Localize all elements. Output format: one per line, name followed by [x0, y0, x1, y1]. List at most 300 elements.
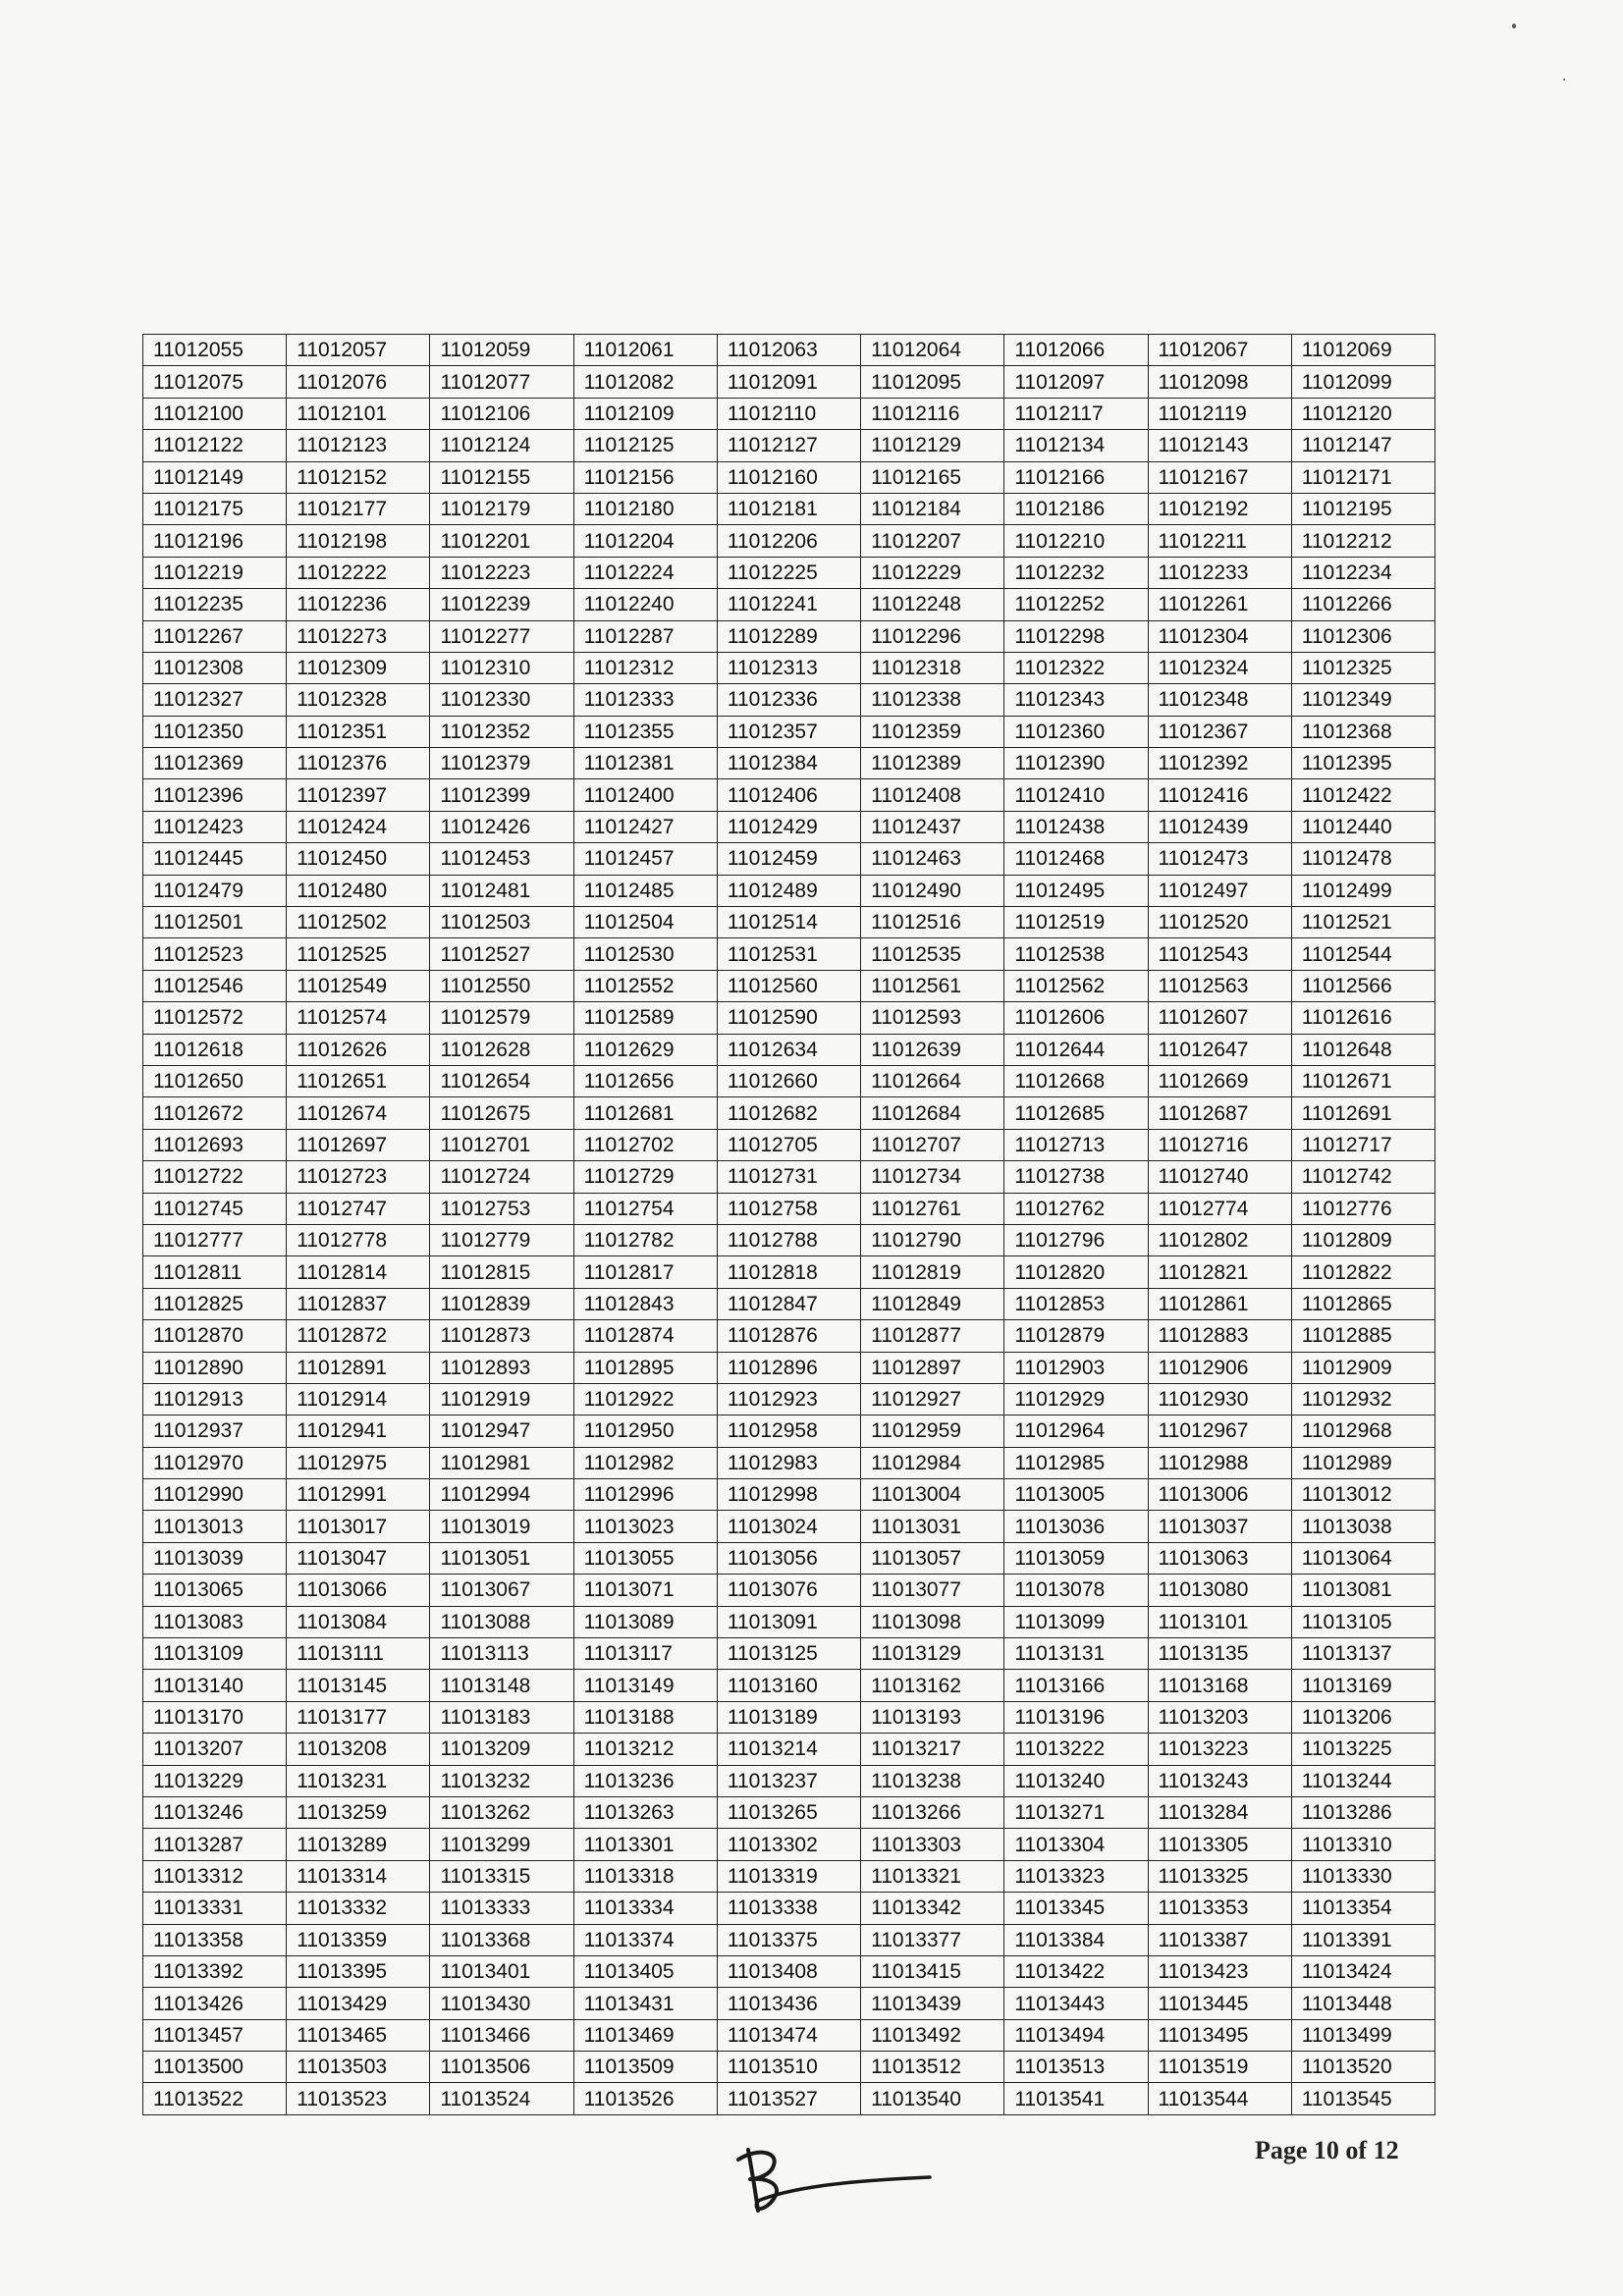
roll-number-cell: 11012650 — [143, 1065, 287, 1096]
roll-number-cell: 11012396 — [143, 779, 287, 811]
roll-number-cell: 11012119 — [1148, 398, 1291, 429]
roll-number-cell: 11012968 — [1291, 1415, 1434, 1447]
roll-number-cell: 11013207 — [143, 1734, 287, 1765]
roll-number-cell: 11013314 — [287, 1860, 430, 1892]
table-row — [143, 1193, 1435, 1224]
roll-number-cell: 11013208 — [287, 1734, 430, 1765]
roll-number-cell: 11012147 — [1291, 430, 1434, 461]
roll-number-cell: 11013342 — [861, 1893, 1004, 1924]
roll-number-cell: 11013520 — [1291, 2052, 1434, 2083]
roll-number-cell: 11012923 — [717, 1383, 860, 1415]
table-row — [143, 1542, 1435, 1574]
roll-number-cell: 11012097 — [1004, 366, 1148, 398]
roll-number-cell: 11013051 — [430, 1542, 573, 1574]
roll-number-cell: 11012722 — [143, 1161, 287, 1193]
roll-number-cell: 11013039 — [143, 1542, 287, 1574]
table-row — [143, 1320, 1435, 1352]
roll-number-cell: 11013312 — [143, 1860, 287, 1892]
roll-number-cell: 11013466 — [430, 2019, 573, 2051]
roll-number-cell: 11012234 — [1291, 557, 1434, 588]
roll-number-cell: 11013405 — [573, 1955, 717, 1987]
roll-number-cell: 11012691 — [1291, 1097, 1434, 1129]
roll-number-cell: 11012160 — [717, 461, 860, 493]
roll-number-cell: 11012761 — [861, 1193, 1004, 1224]
table-row — [143, 1256, 1435, 1288]
roll-number-cell: 11012958 — [717, 1415, 860, 1447]
roll-number-cell: 11012204 — [573, 525, 717, 557]
roll-number-cell: 11013304 — [1004, 1829, 1148, 1860]
roll-number-cell: 11012308 — [143, 652, 287, 683]
roll-number-cell: 11013012 — [1291, 1479, 1434, 1511]
table-row — [143, 1765, 1435, 1796]
roll-number-cell: 11012674 — [287, 1097, 430, 1129]
roll-number-cell: 11012618 — [143, 1034, 287, 1065]
roll-number-cell: 11012820 — [1004, 1256, 1148, 1288]
roll-number-cell: 11012837 — [287, 1288, 430, 1319]
roll-number-cell: 11012122 — [143, 430, 287, 461]
roll-number-cell: 11013506 — [430, 2052, 573, 2083]
roll-number-cell: 11013474 — [717, 2019, 860, 2051]
roll-number-cell: 11012266 — [1291, 589, 1434, 620]
roll-number-cell: 11012817 — [573, 1256, 717, 1288]
roll-number-cell: 11012796 — [1004, 1224, 1148, 1255]
roll-number-cell: 11013183 — [430, 1701, 573, 1733]
roll-number-cell: 11012560 — [717, 970, 860, 1001]
roll-number-cell: 11012754 — [573, 1193, 717, 1224]
roll-number-cell: 11012106 — [430, 398, 573, 429]
roll-number-cell: 11013099 — [1004, 1606, 1148, 1637]
roll-number-cell: 11012668 — [1004, 1065, 1148, 1096]
roll-number-cell: 11012360 — [1004, 716, 1148, 747]
roll-number-cell: 11012705 — [717, 1129, 860, 1160]
roll-number-cell: 11012527 — [430, 938, 573, 970]
roll-number-cell: 11013064 — [1291, 1542, 1434, 1574]
roll-number-cell: 11012874 — [573, 1320, 717, 1352]
roll-number-cell: 11013113 — [430, 1638, 573, 1670]
roll-number-cell: 11013170 — [143, 1701, 287, 1733]
roll-number-cell: 11012740 — [1148, 1161, 1291, 1193]
roll-number-cell: 11012590 — [717, 1002, 860, 1034]
roll-number-cell: 11013055 — [573, 1542, 717, 1574]
roll-number-cell: 11013246 — [143, 1796, 287, 1828]
roll-number-cell: 11012723 — [287, 1161, 430, 1193]
roll-number-cell: 11012802 — [1148, 1224, 1291, 1255]
roll-number-cell: 11013232 — [430, 1765, 573, 1796]
roll-number-cell: 11012927 — [861, 1383, 1004, 1415]
roll-number-cell: 11013500 — [143, 2052, 287, 2083]
roll-number-cell: 11012267 — [143, 620, 287, 652]
roll-number-cell: 11013422 — [1004, 1955, 1148, 1987]
roll-number-cell: 11013374 — [573, 1924, 717, 1955]
roll-number-cell: 11013423 — [1148, 1955, 1291, 1987]
roll-number-cell: 11012713 — [1004, 1129, 1148, 1160]
roll-number-cell: 11013303 — [861, 1829, 1004, 1860]
table-row — [143, 1829, 1435, 1860]
roll-number-cell: 11012516 — [861, 907, 1004, 938]
roll-number-cell: 11012098 — [1148, 366, 1291, 398]
roll-number-cell: 11012628 — [430, 1034, 573, 1065]
roll-number-cell: 11013333 — [430, 1893, 573, 1924]
roll-number-cell: 11012225 — [717, 557, 860, 588]
table-row — [143, 1129, 1435, 1160]
roll-number-cell: 11012734 — [861, 1161, 1004, 1193]
roll-number-cell: 11013004 — [861, 1479, 1004, 1511]
roll-number-cell: 11012514 — [717, 907, 860, 938]
roll-number-cell: 11012201 — [430, 525, 573, 557]
roll-number-cell: 11012682 — [717, 1097, 860, 1129]
roll-number-cell: 11012742 — [1291, 1161, 1434, 1193]
table-row — [143, 652, 1435, 683]
table-row — [143, 1002, 1435, 1034]
roll-number-cell: 11012355 — [573, 716, 717, 747]
scan-speck — [1563, 79, 1565, 80]
roll-number-cell: 11013522 — [143, 2083, 287, 2114]
roll-number-cell: 11012687 — [1148, 1097, 1291, 1129]
roll-number-cell: 11013492 — [861, 2019, 1004, 2051]
roll-number-cell: 11012457 — [573, 843, 717, 875]
roll-number-cell: 11012967 — [1148, 1415, 1291, 1447]
roll-number-cell: 11012485 — [573, 875, 717, 906]
roll-number-cell: 11012120 — [1291, 398, 1434, 429]
roll-number-cell: 11012306 — [1291, 620, 1434, 652]
roll-number-cell: 11012788 — [717, 1224, 860, 1255]
roll-number-cell: 11012922 — [573, 1383, 717, 1415]
roll-number-cell: 11013067 — [430, 1575, 573, 1606]
roll-number-cell: 11012885 — [1291, 1320, 1434, 1352]
table-row — [143, 2019, 1435, 2051]
roll-number-cell: 11013162 — [861, 1670, 1004, 1701]
roll-number-cell: 11012950 — [573, 1415, 717, 1447]
roll-number-cell: 11012503 — [430, 907, 573, 938]
roll-number-cell: 11013231 — [287, 1765, 430, 1796]
roll-number-cell: 11012819 — [861, 1256, 1004, 1288]
table-row — [143, 430, 1435, 461]
roll-number-cell: 11012648 — [1291, 1034, 1434, 1065]
roll-number-cell: 11013135 — [1148, 1638, 1291, 1670]
scan-speck — [1512, 24, 1516, 28]
roll-number-cell: 11012195 — [1291, 493, 1434, 524]
roll-number-cell: 11012549 — [287, 970, 430, 1001]
roll-number-cell: 11012223 — [430, 557, 573, 588]
roll-number-cell: 11012192 — [1148, 493, 1291, 524]
roll-number-cell: 11012964 — [1004, 1415, 1148, 1447]
roll-number-cell: 11013169 — [1291, 1670, 1434, 1701]
roll-number-cell: 11012664 — [861, 1065, 1004, 1096]
roll-number-cell: 11012439 — [1148, 811, 1291, 842]
roll-number-cell: 11012839 — [430, 1288, 573, 1319]
roll-number-cell: 11013017 — [287, 1511, 430, 1542]
roll-number-cell: 11012745 — [143, 1193, 287, 1224]
roll-number-cell: 11012117 — [1004, 398, 1148, 429]
roll-number-cell: 11012313 — [717, 652, 860, 683]
roll-number-cell: 11013137 — [1291, 1638, 1434, 1670]
roll-number-cell: 11012239 — [430, 589, 573, 620]
roll-number-cell: 11013391 — [1291, 1924, 1434, 1955]
roll-number-cell: 11013469 — [573, 2019, 717, 2051]
roll-number-cell: 11012504 — [573, 907, 717, 938]
roll-number-cell: 11013315 — [430, 1860, 573, 1892]
roll-number-cell: 11013166 — [1004, 1670, 1148, 1701]
roll-number-cell: 11012779 — [430, 1224, 573, 1255]
roll-number-cell: 11012731 — [717, 1161, 860, 1193]
roll-number-cell: 11012296 — [861, 620, 1004, 652]
roll-number-cell: 11012110 — [717, 398, 860, 429]
roll-number-cell: 11013445 — [1148, 1988, 1291, 2019]
roll-number-cell: 11012392 — [1148, 748, 1291, 779]
roll-number-cell: 11012843 — [573, 1288, 717, 1319]
roll-number-cell: 11012672 — [143, 1097, 287, 1129]
roll-number-cell: 11012893 — [430, 1352, 573, 1383]
roll-number-cell: 11013229 — [143, 1765, 287, 1796]
roll-number-cell: 11013063 — [1148, 1542, 1291, 1574]
roll-number-cell: 11012930 — [1148, 1383, 1291, 1415]
roll-number-cell: 11012913 — [143, 1383, 287, 1415]
roll-number-cell: 11012629 — [573, 1034, 717, 1065]
roll-number-cell: 11013377 — [861, 1924, 1004, 1955]
roll-number-cell: 11012561 — [861, 970, 1004, 1001]
roll-number-cell: 11012685 — [1004, 1097, 1148, 1129]
roll-number-cell: 11013429 — [287, 1988, 430, 2019]
roll-number-cell: 11012273 — [287, 620, 430, 652]
roll-number-cell: 11013426 — [143, 1988, 287, 2019]
roll-number-cell: 11012574 — [287, 1002, 430, 1034]
roll-number-cell: 11013013 — [143, 1511, 287, 1542]
roll-number-cell: 11012914 — [287, 1383, 430, 1415]
roll-number-cell: 11012774 — [1148, 1193, 1291, 1224]
roll-number-cell: 11012782 — [573, 1224, 717, 1255]
roll-number-cell: 11013222 — [1004, 1734, 1148, 1765]
table-row — [143, 1796, 1435, 1828]
roll-number-cell: 11012233 — [1148, 557, 1291, 588]
roll-number-cell: 11012497 — [1148, 875, 1291, 906]
roll-number-cell: 11012196 — [143, 525, 287, 557]
roll-number-cell: 11013244 — [1291, 1765, 1434, 1796]
roll-number-cell: 11013091 — [717, 1606, 860, 1637]
roll-number-cell: 11013240 — [1004, 1765, 1148, 1796]
roll-number-cell: 11012408 — [861, 779, 1004, 811]
roll-number-cell: 11012876 — [717, 1320, 860, 1352]
roll-number-cell: 11012210 — [1004, 525, 1148, 557]
roll-number-cell: 11013354 — [1291, 1893, 1434, 1924]
table-row — [143, 2083, 1435, 2114]
table-row — [143, 589, 1435, 620]
roll-number-cell: 11013301 — [573, 1829, 717, 1860]
roll-number-cell: 11012066 — [1004, 335, 1148, 366]
roll-number-cell: 11012654 — [430, 1065, 573, 1096]
roll-number-cell: 11012671 — [1291, 1065, 1434, 1096]
roll-number-cell: 11012566 — [1291, 970, 1434, 1001]
roll-number-cell: 11012367 — [1148, 716, 1291, 747]
roll-number-cell: 11012495 — [1004, 875, 1148, 906]
roll-number-cell: 11012849 — [861, 1288, 1004, 1319]
roll-number-cell: 11012538 — [1004, 938, 1148, 970]
roll-number-cell: 11013214 — [717, 1734, 860, 1765]
roll-number-cell: 11012790 — [861, 1224, 1004, 1255]
roll-number-cell: 11012390 — [1004, 748, 1148, 779]
roll-number-cell: 11012563 — [1148, 970, 1291, 1001]
roll-number-cell: 11013259 — [287, 1796, 430, 1828]
roll-number-cell: 11012815 — [430, 1256, 573, 1288]
roll-number-cell: 11012400 — [573, 779, 717, 811]
roll-number-cell: 11012067 — [1148, 335, 1291, 366]
roll-number-cell: 11012550 — [430, 970, 573, 1001]
roll-number-cell: 11013038 — [1291, 1511, 1434, 1542]
table-row — [143, 938, 1435, 970]
roll-number-cell: 11012975 — [287, 1447, 430, 1478]
roll-number-cell: 11013338 — [717, 1893, 860, 1924]
roll-number-cell: 11012099 — [1291, 366, 1434, 398]
roll-number-cell: 11012304 — [1148, 620, 1291, 652]
roll-number-cell: 11013512 — [861, 2052, 1004, 2083]
roll-number-cell: 11012310 — [430, 652, 573, 683]
roll-number-cell: 11013223 — [1148, 1734, 1291, 1765]
roll-number-cell: 11012116 — [861, 398, 1004, 429]
roll-number-cell: 11012480 — [287, 875, 430, 906]
table-row — [143, 1734, 1435, 1765]
table-row — [143, 843, 1435, 875]
roll-number-cell: 11013131 — [1004, 1638, 1148, 1670]
roll-number-cell: 11013392 — [143, 1955, 287, 1987]
roll-number-cell: 11012166 — [1004, 461, 1148, 493]
roll-number-cell: 11013284 — [1148, 1796, 1291, 1828]
roll-number-cell: 11013289 — [287, 1829, 430, 1860]
roll-number-cell: 11012125 — [573, 430, 717, 461]
roll-number-cell: 11012991 — [287, 1479, 430, 1511]
roll-number-cell: 11012890 — [143, 1352, 287, 1383]
roll-number-cell: 11012985 — [1004, 1447, 1148, 1478]
roll-number-cell: 11012919 — [430, 1383, 573, 1415]
roll-number-cell: 11012543 — [1148, 938, 1291, 970]
table-row — [143, 1670, 1435, 1701]
roll-number-cell: 11012891 — [287, 1352, 430, 1383]
roll-number-cell: 11012879 — [1004, 1320, 1148, 1352]
signature-icon — [729, 2142, 940, 2222]
roll-number-cell: 11012896 — [717, 1352, 860, 1383]
roll-number-cell: 11012232 — [1004, 557, 1148, 588]
roll-number-cell: 11012758 — [717, 1193, 860, 1224]
roll-number-cell: 11012525 — [287, 938, 430, 970]
roll-number-cell: 11012778 — [287, 1224, 430, 1255]
roll-number-cell: 11012501 — [143, 907, 287, 938]
roll-number-cell: 11013188 — [573, 1701, 717, 1733]
roll-number-cell: 11012970 — [143, 1447, 287, 1478]
roll-number-cell: 11013265 — [717, 1796, 860, 1828]
roll-number-cell: 11013544 — [1148, 2083, 1291, 2114]
roll-number-cell: 11012061 — [573, 335, 717, 366]
roll-number-cell: 11013457 — [143, 2019, 287, 2051]
roll-number-cell: 11012124 — [430, 430, 573, 461]
table-row — [143, 398, 1435, 429]
roll-number-cell: 11012872 — [287, 1320, 430, 1352]
roll-number-cell: 11013083 — [143, 1606, 287, 1637]
roll-number-cell: 11013059 — [1004, 1542, 1148, 1574]
table-row — [143, 970, 1435, 1001]
table-row — [143, 1288, 1435, 1319]
roll-number-cell: 11012351 — [287, 716, 430, 747]
roll-number-cell: 11012424 — [287, 811, 430, 842]
roll-number-cell: 11012675 — [430, 1097, 573, 1129]
roll-number-cell: 11013209 — [430, 1734, 573, 1765]
page-number — [1255, 2136, 1399, 2165]
roll-number-cell: 11013077 — [861, 1575, 1004, 1606]
roll-number-cell: 11012747 — [287, 1193, 430, 1224]
table-row — [143, 1511, 1435, 1542]
roll-number-cell: 11012109 — [573, 398, 717, 429]
roll-number-cell: 11013101 — [1148, 1606, 1291, 1637]
roll-number-cell: 11012660 — [717, 1065, 860, 1096]
roll-number-cell: 11012531 — [717, 938, 860, 970]
roll-number-cell: 11013513 — [1004, 2052, 1148, 2083]
roll-number-cell: 11013189 — [717, 1701, 860, 1733]
roll-number-cell: 11012626 — [287, 1034, 430, 1065]
page-current: 10 — [1313, 2136, 1339, 2164]
roll-number-cell: 11013541 — [1004, 2083, 1148, 2114]
roll-number-cell: 11012716 — [1148, 1129, 1291, 1160]
roll-number-cell: 11013384 — [1004, 1924, 1148, 1955]
roll-number-cell: 11013302 — [717, 1829, 860, 1860]
roll-number-cell: 11012180 — [573, 493, 717, 524]
table-row — [143, 1352, 1435, 1383]
roll-number-cell: 11013217 — [861, 1734, 1004, 1765]
table-row — [143, 1065, 1435, 1096]
table-row — [143, 1479, 1435, 1511]
roll-number-cell: 11013024 — [717, 1511, 860, 1542]
roll-number-cell: 11013299 — [430, 1829, 573, 1860]
roll-number-cell: 11012724 — [430, 1161, 573, 1193]
roll-number-cell: 11013149 — [573, 1670, 717, 1701]
roll-number-cell: 11013148 — [430, 1670, 573, 1701]
roll-number-cell: 11012947 — [430, 1415, 573, 1447]
roll-number-cell: 11012440 — [1291, 811, 1434, 842]
roll-number-cell: 11012450 — [287, 843, 430, 875]
roll-number-cell: 11012499 — [1291, 875, 1434, 906]
roll-number-cell: 11012606 — [1004, 1002, 1148, 1034]
roll-number-cell: 11013080 — [1148, 1575, 1291, 1606]
roll-number-cell: 11012906 — [1148, 1352, 1291, 1383]
roll-number-cell: 11012309 — [287, 652, 430, 683]
roll-number-cell: 11012149 — [143, 461, 287, 493]
roll-number-cell: 11012241 — [717, 589, 860, 620]
roll-number-cell: 11012639 — [861, 1034, 1004, 1065]
roll-number-cell: 11012100 — [143, 398, 287, 429]
roll-number-cell: 11012929 — [1004, 1383, 1148, 1415]
roll-number-cell: 11012277 — [430, 620, 573, 652]
table-row — [143, 1955, 1435, 1987]
roll-number-cell: 11012082 — [573, 366, 717, 398]
roll-number-cell: 11012994 — [430, 1479, 573, 1511]
roll-number-cell: 11012777 — [143, 1224, 287, 1255]
roll-number-cell: 11012206 — [717, 525, 860, 557]
roll-number-cell: 11012656 — [573, 1065, 717, 1096]
roll-number-cell: 11012343 — [1004, 684, 1148, 716]
table-row — [143, 811, 1435, 842]
roll-number-sheet — [142, 334, 1435, 2115]
roll-number-cell: 11013078 — [1004, 1575, 1148, 1606]
roll-number-cell: 11012327 — [143, 684, 287, 716]
roll-number-cell: 11012468 — [1004, 843, 1148, 875]
roll-number-cell: 11013089 — [573, 1606, 717, 1637]
roll-number-cell: 11012381 — [573, 748, 717, 779]
roll-number-cell: 11013408 — [717, 1955, 860, 1987]
roll-number-cell: 11013286 — [1291, 1796, 1434, 1828]
roll-number-cell: 11013509 — [573, 2052, 717, 2083]
roll-number-cell: 11012235 — [143, 589, 287, 620]
roll-number-cell: 11012811 — [143, 1256, 287, 1288]
roll-number-cell: 11012478 — [1291, 843, 1434, 875]
roll-number-cell: 11012336 — [717, 684, 860, 716]
roll-number-cell: 11012870 — [143, 1320, 287, 1352]
roll-number-cell: 11012287 — [573, 620, 717, 652]
